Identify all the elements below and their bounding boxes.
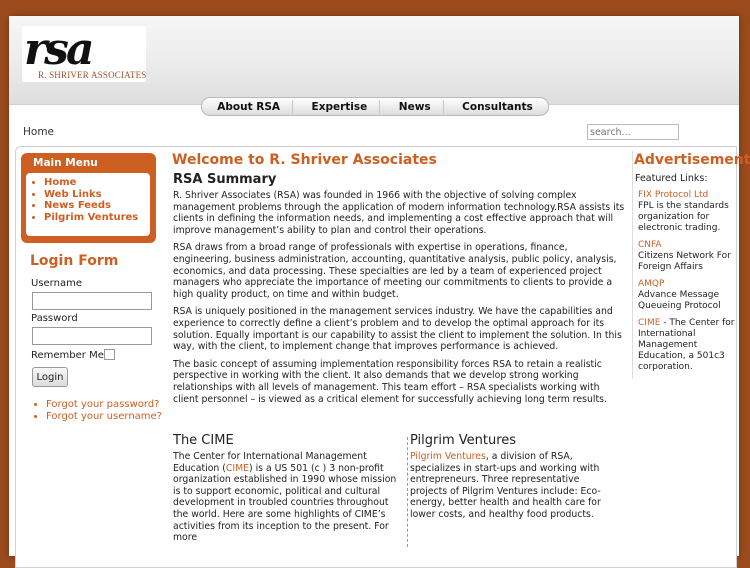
pilgrim-link[interactable]: Pilgrim Ventures (410, 451, 486, 462)
nav-consultants[interactable]: Consultants (462, 100, 533, 113)
pilgrim-text-body: , a division of RSA, specializes in start-ups and working with entrepreneurs. Three representative projects of Pilgrim Ventures include: Eco-energy, better health and health care for lower costs, and healthy food products. (410, 451, 601, 520)
advertisement-title: Advertisement (634, 152, 750, 168)
page-frame (9, 16, 750, 556)
page-title: Welcome to R. Shriver Associates (172, 152, 437, 168)
menu-item-news-feeds[interactable] (44, 200, 150, 212)
main-menu-list (26, 173, 150, 236)
top-nav (201, 97, 549, 116)
ad-text: Advance Message Queueing Protocol (638, 290, 721, 311)
column-divider (407, 437, 408, 547)
summary-paragraph-4: The basic concept of assuming implementation responsibility forces RSA to retain a realistic perspective in working with the client. It also demands that we develop strong working relationships with all levels of management. This team effort – RSA specialists working with client personnel – is viewed as a critical element for successfully achieving long term results. (173, 358, 607, 405)
menu-item-label: News Feeds (44, 200, 111, 211)
menu-item-label: Web Links (44, 188, 102, 200)
advertisement-panel (632, 151, 750, 379)
cime-link[interactable]: CIME (225, 462, 250, 474)
password-label: Password (31, 313, 78, 324)
main-menu (21, 153, 156, 243)
featured-links-label: Featured Links: (635, 173, 708, 184)
cime-text-after: ) is a US 501 (c ) 3 non-profit organization established in 1990 whose mission is to support economic, political and cultural development in troubled countries throughout the world. Here are some highlights of CIME’s activities from its inception to the present. For more (173, 462, 397, 544)
logo-subtitle: R. SHRIVER ASSOCIATES (38, 70, 147, 80)
menu-item-label: Home (44, 177, 77, 188)
summary-heading: RSA Summary (173, 172, 277, 187)
nav-about-rsa[interactable]: About RSA (205, 100, 293, 114)
ad-link-amqp[interactable]: AMQP (638, 279, 665, 289)
ad-link-cime[interactable]: CIME (638, 318, 661, 328)
summary-paragraph-3: RSA is uniquely positioned in the management services industry. We have the capabilities and experience to correctly define a client’s problem and to develop the optimal approach for its solution. Equally important is our capability to assist the client to implement the solution. In this way, with the client, to implement change that improves performance is achieved. (173, 306, 622, 353)
search-input[interactable] (587, 124, 679, 140)
username-label: Username (31, 278, 82, 289)
ad-item (638, 190, 744, 234)
menu-item-label: Pilgrim Ventures (44, 211, 139, 223)
password-field[interactable] (32, 327, 152, 345)
login-title: Login Form (30, 253, 119, 269)
cime-heading: The CIME (173, 433, 234, 448)
menu-item-pilgrim-ventures[interactable] (44, 212, 150, 224)
nav-news[interactable]: News (387, 100, 444, 114)
pilgrim-text (410, 451, 616, 521)
ad-text: FPL is the standards organization for electronic trading. (638, 201, 729, 233)
summary-paragraph-1: R. Shriver Associates (RSA) was founded in 1966 with the objective of solving complex management problems through the application of modern information technology.RSA assists its clients in defining the information needs, and implementing a cost effective approach that will improve management’s ability to plan and control their operations. (173, 190, 625, 236)
forgot-username-link[interactable]: • Forgot your username? (46, 411, 162, 423)
cime-section (173, 433, 399, 544)
username-field[interactable] (32, 292, 152, 310)
ad-item (638, 240, 744, 273)
forgot-links (30, 399, 162, 422)
ad-text: Citizens Network For Foreign Affairs (638, 251, 731, 272)
ad-link-fix[interactable]: FIX Protocol Ltd (638, 190, 709, 200)
forgot-password-link[interactable]: • Forgot your password? (46, 399, 162, 411)
login-button[interactable]: Login (32, 367, 68, 387)
cime-text (173, 451, 399, 544)
logo-mark: rsa (24, 24, 92, 75)
ad-item (638, 279, 744, 312)
main-content (172, 151, 628, 411)
menu-item-web-links[interactable] (44, 189, 150, 201)
ad-text: - The Center for International Management Education, a 501c3 corporation. (638, 318, 735, 372)
ad-link-cnfa[interactable]: CNFA (638, 240, 662, 250)
nav-expertise[interactable]: Expertise (300, 100, 381, 114)
ad-item (638, 318, 744, 373)
pilgrim-heading: Pilgrim Ventures (410, 433, 517, 448)
site-logo[interactable] (22, 26, 146, 82)
main-panel (15, 146, 750, 568)
remember-me-label: Remember Me (31, 350, 104, 361)
main-menu-title: Main Menu (33, 157, 98, 169)
menu-item-home[interactable] (44, 177, 150, 189)
cime-text-before: The Center for International Management Education ( (173, 451, 367, 474)
remember-me-checkbox[interactable] (104, 349, 115, 360)
breadcrumb[interactable]: Home (23, 126, 55, 138)
summary-paragraph-2: RSA draws from a broad range of professionals with expertise in operations, finance, engineering, business administration, accounting, quantitative analysis, public policy, analysis, economics, and data processing. These specialties are led by a team of experienced project managers who appreciate the importance of meeting our commitments to clients to provide a high quality product, on time and within budget. (173, 242, 617, 300)
site-header (9, 16, 739, 105)
pilgrim-section (410, 433, 616, 521)
